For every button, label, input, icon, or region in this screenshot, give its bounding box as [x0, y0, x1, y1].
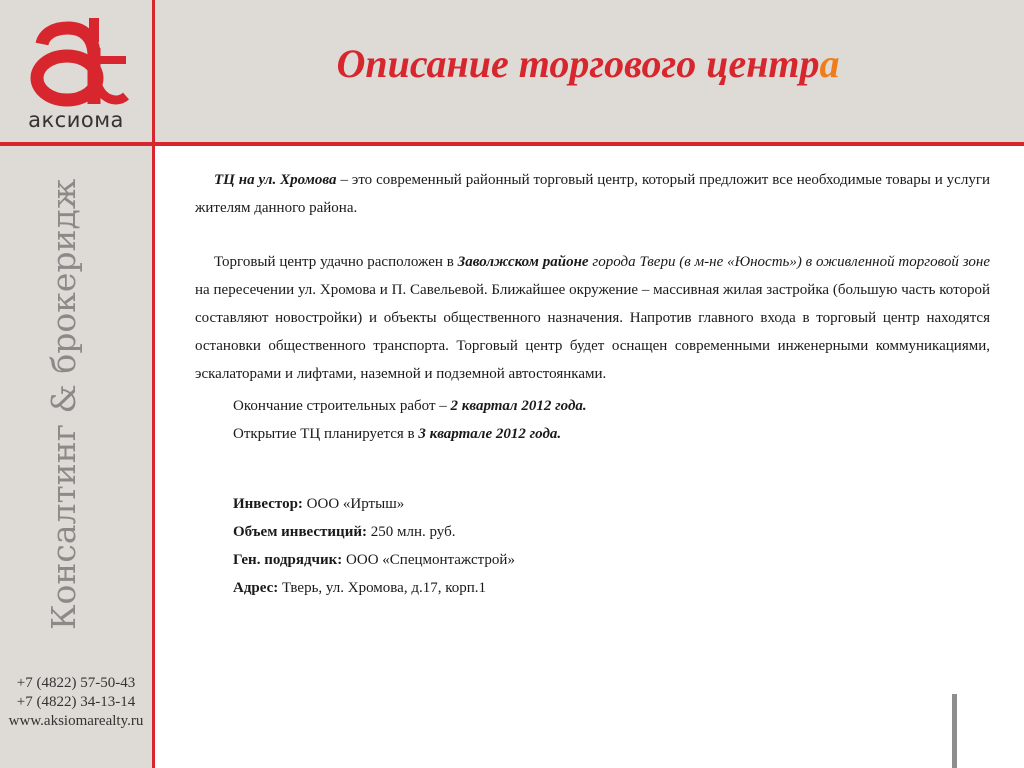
completion-value: 2 квартал 2012 года.	[450, 398, 587, 414]
logo-text: аксиома	[28, 108, 124, 132]
detail-label: Инвестор:	[233, 496, 303, 512]
tagline: Консалтинг & брокеридж	[44, 178, 83, 630]
opening-label: Открытие ТЦ планируется в	[233, 426, 419, 442]
detail-value: ООО «Иртыш»	[302, 496, 405, 512]
detail-contractor	[195, 546, 990, 574]
intro-text: – это современный районный торговый центр, который предложит все необходимые товары и услуги жителям данного района.	[195, 172, 991, 216]
title-accent-letter: а	[819, 41, 840, 86]
opening-line	[195, 420, 990, 448]
detail-address	[195, 574, 990, 602]
detail-label: Объем инвестиций:	[233, 524, 367, 540]
location-paragraph	[195, 248, 990, 388]
intro-paragraph	[195, 166, 990, 222]
opening-value: 3 квартале 2012 года.	[418, 426, 562, 442]
contacts	[0, 674, 152, 731]
detail-value: Тверь, ул. Хромова, д.17, корп.1	[278, 580, 487, 596]
horizontal-divider	[0, 142, 1024, 146]
completion-line	[195, 392, 990, 420]
phone-2[interactable]: +7 (4822) 34-13-14	[16, 694, 136, 710]
intro-name: ТЦ на ул. Хромова	[214, 172, 337, 188]
location-rest: на пересечении ул. Хромова и П. Савельевой. Ближайшее окружение – массивная жилая застройка (большую часть которой составляют новостройки) и объекты общественного назначения. Напротив главного входа в торговый центр находятся остановки общественного транспорта. Торговый центр будет оснащен современными инженерными коммуникациями, эскалаторами и лифтами, наземной и подземной автостоянками.	[195, 282, 990, 382]
detail-label: Адрес:	[233, 580, 279, 596]
detail-value: ООО «Спецмонтажстрой»	[342, 552, 515, 568]
detail-label: Ген. подрядчик:	[233, 552, 343, 568]
phone-1[interactable]: +7 (4822) 57-50-43	[16, 675, 136, 691]
main-content	[195, 166, 990, 602]
detail-value: 250 млн. руб.	[366, 524, 456, 540]
location-district: Заволжском районе	[457, 254, 589, 270]
title-main: Описание торгового центр	[336, 41, 820, 86]
vertical-divider	[152, 0, 155, 768]
location-city-part: города Твери (в м-не «Юность») в оживленной торговой зоне	[588, 254, 990, 270]
decorative-bar	[952, 694, 957, 768]
axioma-logo-icon	[22, 8, 132, 108]
website-link[interactable]: www.aksiomarealty.ru	[8, 713, 144, 729]
detail-investor	[195, 490, 990, 518]
completion-label: Окончание строительных работ –	[233, 398, 451, 414]
detail-investment	[195, 518, 990, 546]
page-title	[152, 40, 1024, 87]
location-prefix: Торговый центр удачно расположен в	[214, 254, 458, 270]
